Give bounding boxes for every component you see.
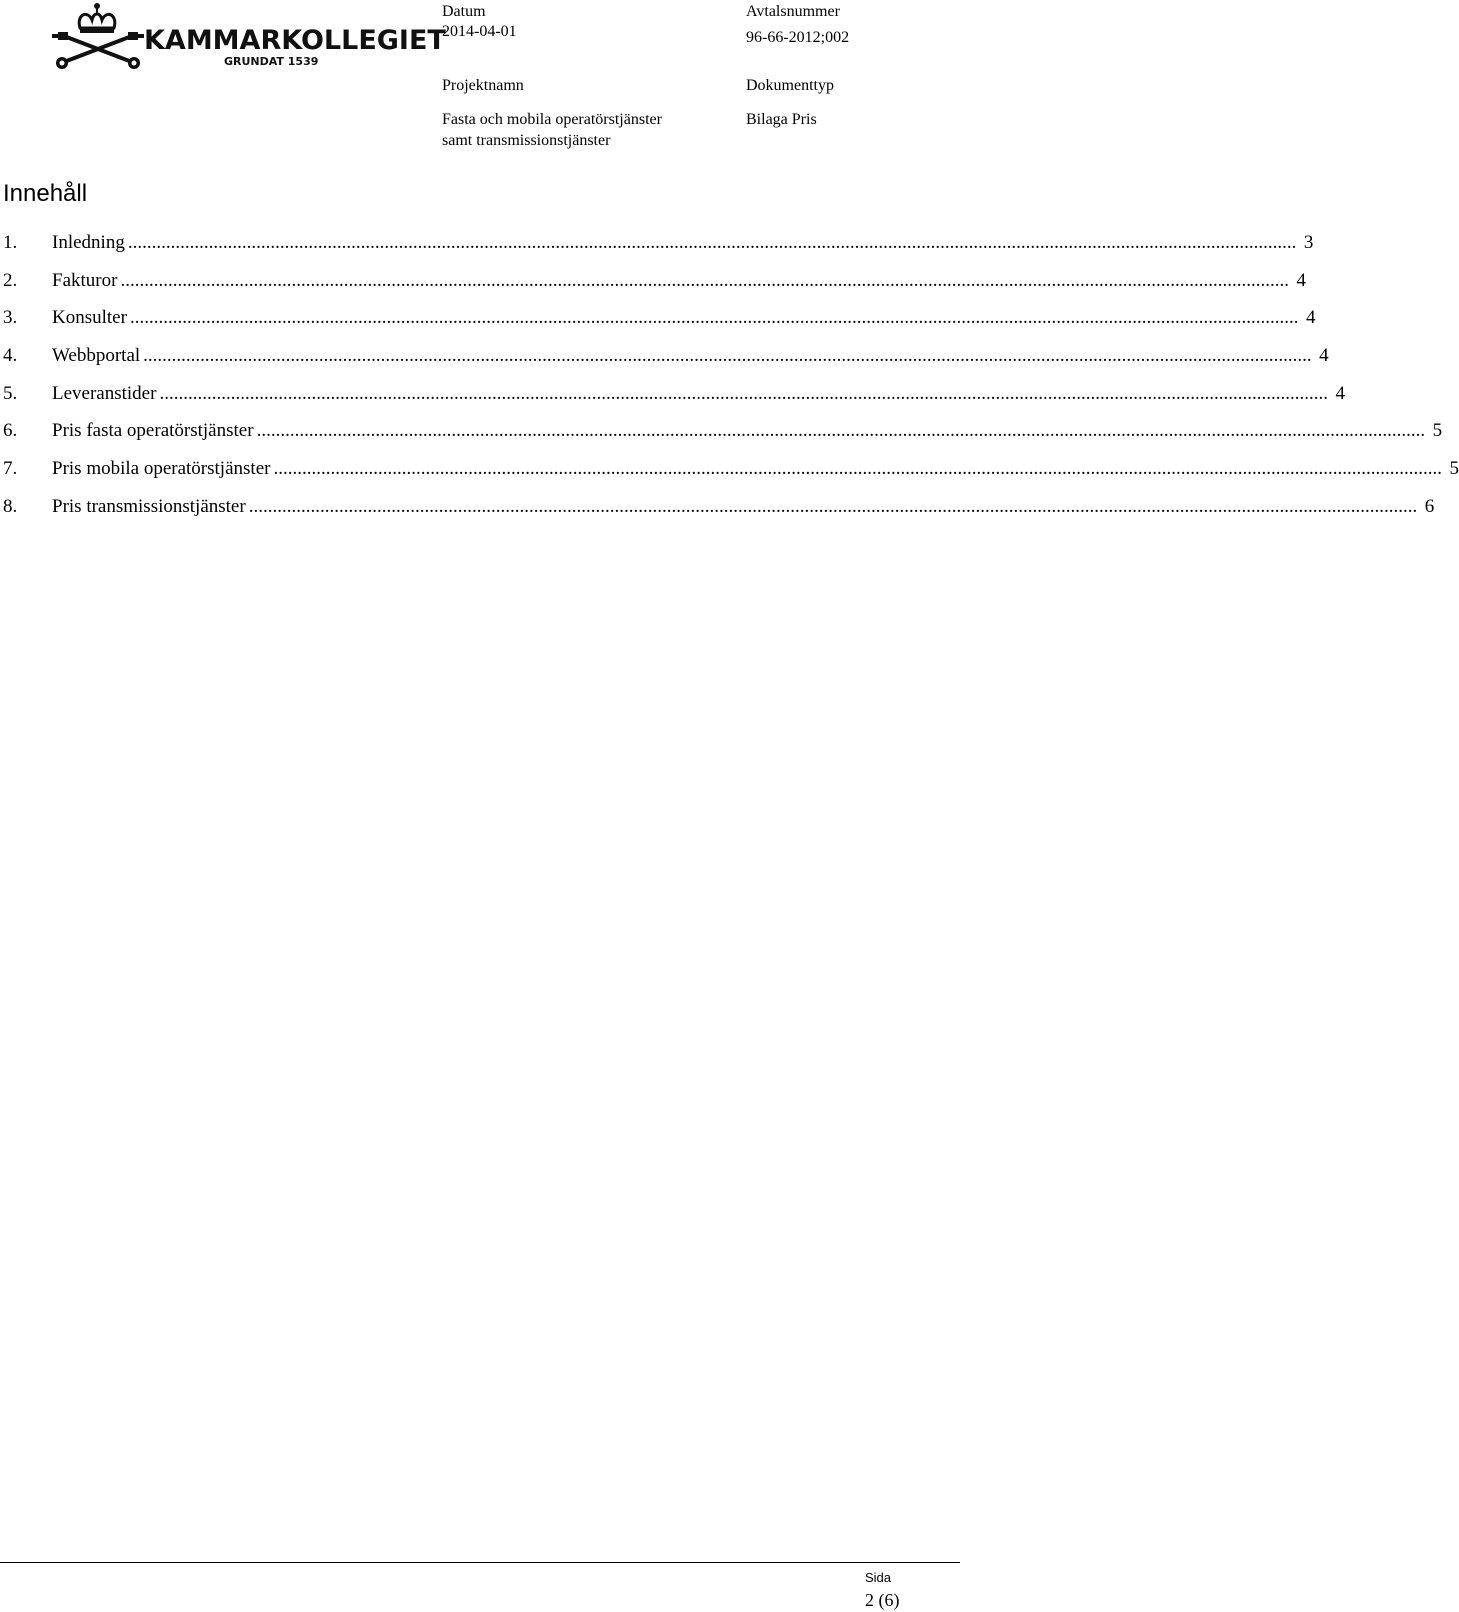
avtalsnummer-value: 96-66-2012;002 xyxy=(746,29,850,46)
toc-dot-leader xyxy=(130,307,1299,329)
toc-item-page: 5 xyxy=(1449,458,1459,480)
avtalsnummer-label: Avtalsnummer xyxy=(746,3,840,20)
toc-item-number: 5. xyxy=(3,382,18,404)
toc-item-number: 6. xyxy=(3,420,18,442)
toc-item-title: Pris transmissionstjänster xyxy=(52,495,246,517)
toc-item-title: Konsulter xyxy=(52,307,127,329)
toc-item-page: 3 xyxy=(1303,232,1314,253)
projektnamn-value-line2: samt transmissionstjänster xyxy=(442,132,611,149)
toc-dot-leader xyxy=(273,458,1442,480)
toc-dot-leader xyxy=(159,383,1328,405)
logo-tagline: GRUNDAT 1539 xyxy=(224,55,319,68)
footer-page-label: Sida xyxy=(865,1570,892,1585)
toc-item-page: 4 xyxy=(1335,382,1345,404)
toc-dot-leader xyxy=(128,232,1297,254)
toc-item-6[interactable] xyxy=(3,420,1443,458)
toc-item-8[interactable] xyxy=(3,495,1435,534)
projektnamn-label: Projektnamn xyxy=(442,77,524,94)
toc-item-title: Webbportal xyxy=(52,345,141,367)
logo-wordmark: KAMMARKOLLEGIET xyxy=(144,25,446,56)
datum-value: 2014-04-01 xyxy=(442,23,517,40)
projektnamn-value-line1: Fasta och mobila operatörstjänster xyxy=(442,111,662,128)
toc-item-number: 7. xyxy=(3,458,18,480)
dokumenttyp-value: Bilaga Pris xyxy=(746,111,817,128)
toc-item-title: Inledning xyxy=(52,232,125,253)
datum-label: Datum xyxy=(442,3,486,20)
crown-crossed-keys-icon xyxy=(52,2,446,68)
toc-item-number: 8. xyxy=(3,495,18,517)
toc-item-3[interactable] xyxy=(3,307,1316,345)
footer-page-number: 2 (6) xyxy=(865,1590,900,1610)
kammarkollegiet-logo xyxy=(52,2,446,68)
toc-heading: Innehåll xyxy=(3,180,88,207)
toc-dot-leader xyxy=(249,496,1418,518)
toc-item-5[interactable] xyxy=(3,382,1345,421)
toc-item-number: 2. xyxy=(3,269,18,291)
table-of-contents xyxy=(3,232,1459,534)
toc-item-title: Pris mobila operatörstjänster xyxy=(52,458,271,480)
toc-item-7[interactable] xyxy=(3,458,1459,496)
toc-item-title: Pris fasta operatörstjänster xyxy=(52,420,254,442)
dokumenttyp-label: Dokumenttyp xyxy=(746,77,834,94)
toc-item-number: 4. xyxy=(3,345,18,367)
toc-item-1[interactable] xyxy=(3,232,1314,270)
toc-item-number: 1. xyxy=(3,232,18,253)
toc-item-title: Fakturor xyxy=(52,269,118,291)
toc-item-page: 4 xyxy=(1319,345,1329,367)
toc-dot-leader xyxy=(257,420,1426,442)
toc-dot-leader xyxy=(120,270,1289,292)
toc-item-title: Leveranstider xyxy=(52,382,157,404)
toc-dot-leader xyxy=(143,345,1312,367)
toc-item-2[interactable] xyxy=(3,269,1306,308)
toc-item-page: 5 xyxy=(1432,420,1443,442)
toc-item-number: 3. xyxy=(3,307,18,329)
toc-item-page: 4 xyxy=(1296,269,1306,291)
footer-divider xyxy=(0,1562,960,1563)
toc-item-page: 6 xyxy=(1424,495,1435,517)
toc-item-4[interactable] xyxy=(3,345,1329,383)
toc-item-page: 4 xyxy=(1305,307,1316,329)
